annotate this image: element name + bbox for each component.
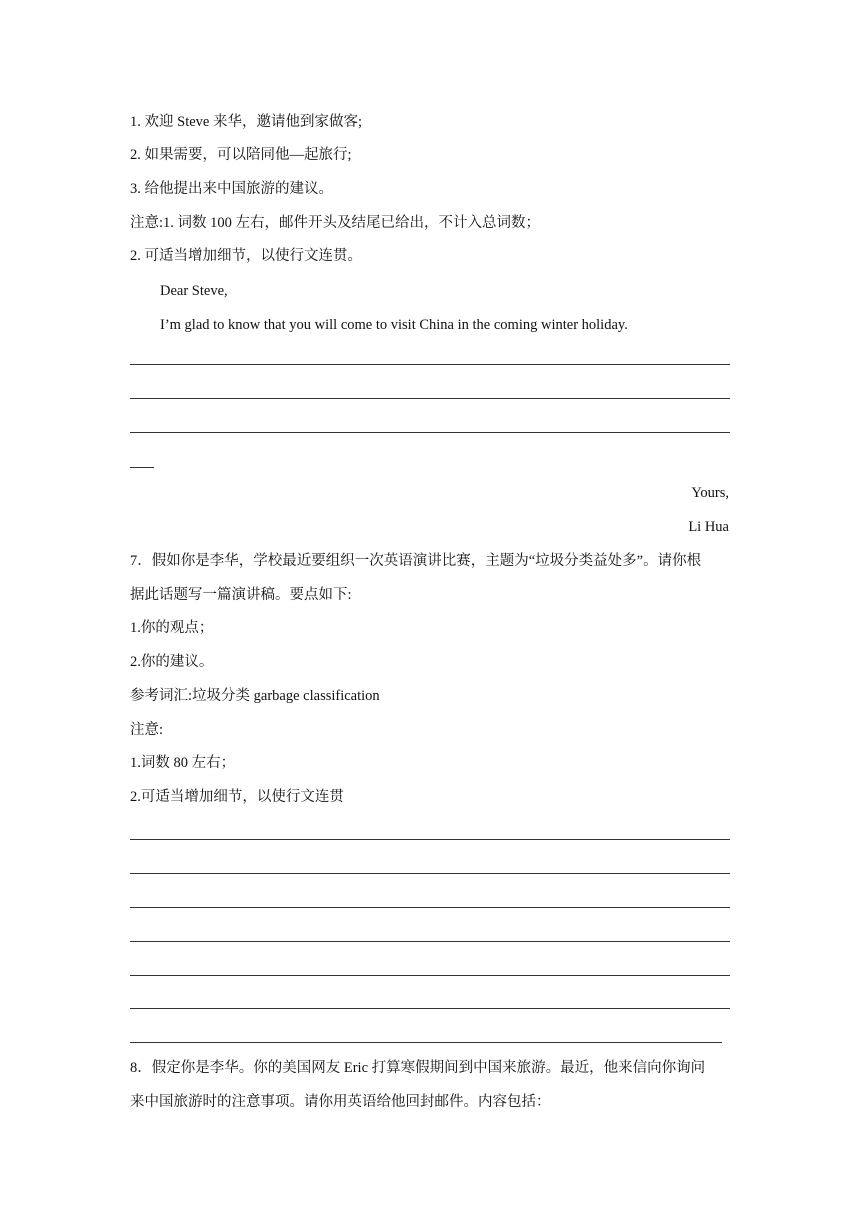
answer-line[interactable] (130, 364, 730, 365)
answer-line[interactable] (130, 1042, 722, 1043)
task6-note-1: 注意:1. 词数 100 左右，邮件开头及结尾已给出，不计入总词数； (130, 215, 541, 231)
answer-line-short[interactable] (130, 467, 154, 468)
task8-prompt-line-1: 8．假定你是李华。你的美国网友 Eric 打算寒假期间到中国来旅游。最近，他来信向你询问 (130, 1060, 706, 1076)
task7-prompt-line-2: 据此话题写一篇演讲稿。要点如下: (130, 587, 352, 603)
letter-signature: Li Hua (688, 519, 729, 535)
answer-line[interactable] (130, 907, 730, 908)
answer-line[interactable] (130, 1008, 730, 1009)
task6-item-2: 2. 如果需要，可以陪同他—起旅行; (130, 147, 352, 163)
task8-prompt-line-2: 来中国旅游时的注意事项。请你用英语给他回封邮件。内容包括： (130, 1094, 551, 1110)
letter-greeting: Dear Steve, (160, 283, 228, 299)
task7-point-1: 1.你的观点； (130, 620, 214, 636)
answer-line[interactable] (130, 398, 730, 399)
task7-vocab: 参考词汇:垃圾分类 garbage classification (130, 688, 380, 704)
task7-prompt-line-1: 7．假如你是李华，学校最近要组织一次英语演讲比赛，主题为“垃圾分类益处多”。请你根 (130, 553, 702, 569)
task7-note-title: 注意: (130, 722, 164, 738)
answer-line[interactable] (130, 975, 730, 976)
letter-closing: Yours, (691, 485, 729, 501)
answer-line[interactable] (130, 839, 730, 840)
task7-point-2: 2.你的建议。 (130, 654, 214, 670)
task6-item-1: 1. 欢迎 Steve 来华，邀请他到家做客; (130, 114, 362, 130)
task7-note-2: 2.可适当增加细节，以使行文连贯 (130, 789, 344, 805)
answer-line[interactable] (130, 873, 730, 874)
letter-opening: I’m glad to know that you will come to visit China in the coming winter holiday. (160, 317, 628, 333)
answer-line[interactable] (130, 941, 730, 942)
task7-note-1: 1.词数 80 左右； (130, 755, 236, 771)
answer-line[interactable] (130, 432, 730, 433)
task6-note-2: 2. 可适当增加细节，以使行文连贯。 (130, 248, 362, 264)
task6-item-3: 3. 给他提出来中国旅游的建议。 (130, 181, 333, 197)
